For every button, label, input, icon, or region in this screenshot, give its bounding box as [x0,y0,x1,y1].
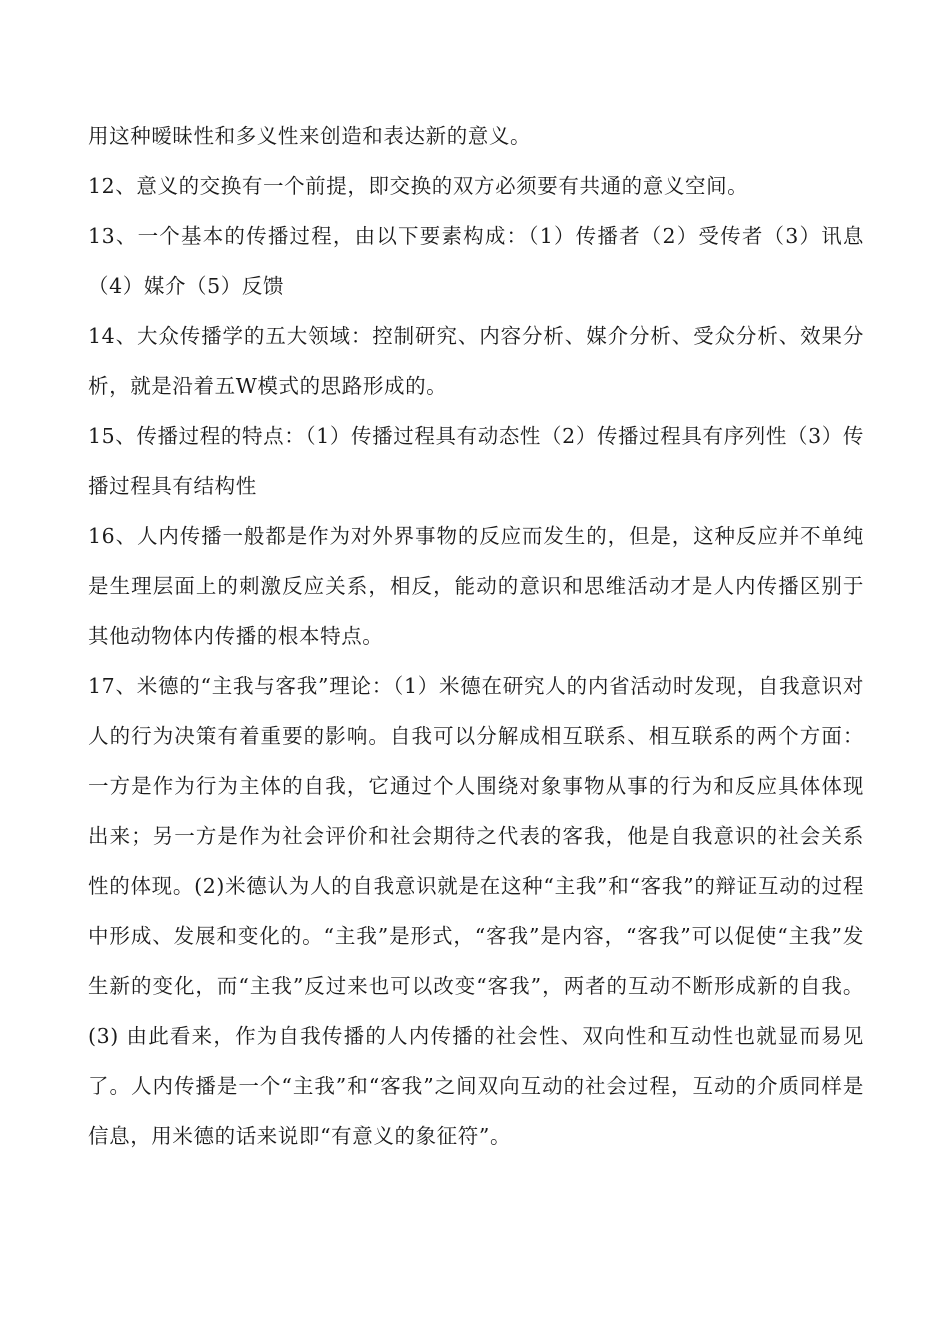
paragraph-continuation: 用这种暧昧性和多义性来创造和表达新的意义。 [88,124,532,148]
paragraph-item-17: 17、米德的“主我与客我”理论：（1）米德在研究人的内省活动时发现，自我意识对人的行为决策有着重要的影响。自我可以分解成相互联系、相互联系的两个方面：一方是作为行为主体的自我，它通过个人围绕对象事物从事的行为和反应具体体现出来；另一方是作为社会评价和社会期待之代表的客我，他是自我意识的社会关系性的体现。(2)米德认为人的自我意识就是在这种“主我”和“客我”的辩证互动的过程中形成、发展和变化的。“主我”是形式，“客我”是内容，“客我”可以促使“主我”发生新的变化，而“主我”反过来也可以改变“客我”，两者的互动不断形成新的自我。(3) 由此看来，作为自我传播的人内传播的社会性、双向性和互动性也就显而易见了。人内传播是一个“主我”和“客我”之间双向互动的社会过程，互动的介质同样是信息，用米德的话来说即“有意义的象征符”。 [88,674,864,1148]
paragraph-item-13: 13、一个基本的传播过程，由以下要素构成：（1）传播者（2）受传者（3）讯息（4）媒介（5）反馈 [88,224,864,298]
paragraph-item-15: 15、传播过程的特点：（1）传播过程具有动态性（2）传播过程具有序列性（3）传播过程具有结构性 [88,424,864,498]
paragraph-item-12: 12、意义的交换有一个前提，即交换的双方必须要有共通的意义空间。 [88,174,749,198]
paragraph-item-14: 14、大众传播学的五大领域：控制研究、内容分析、媒介分析、受众分析、效果分析，就是沿着五W模式的思路形成的。 [88,324,864,398]
document-body [88,111,864,1161]
paragraph-item-16: 16、人内传播一般都是作为对外界事物的反应而发生的，但是，这种反应并不单纯是生理层面上的刺激反应关系，相反，能动的意识和思维活动才是人内传播区别于其他动物体内传播的根本特点。 [88,524,864,648]
